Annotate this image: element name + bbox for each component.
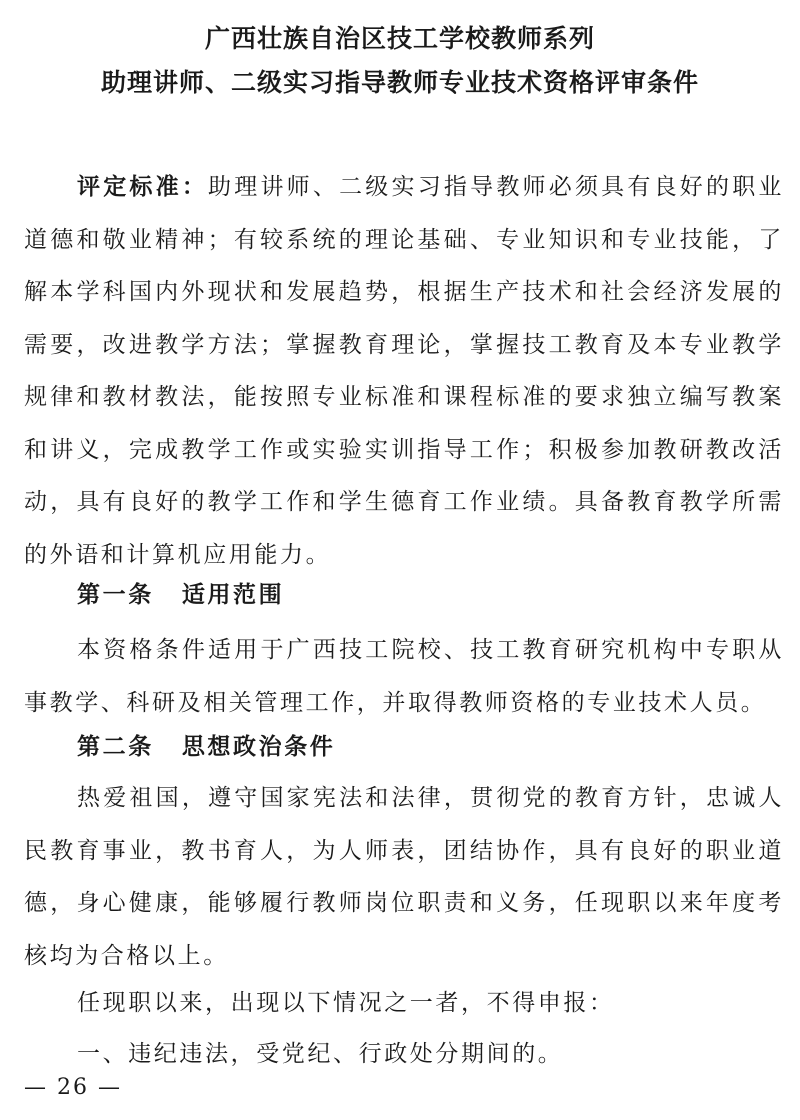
restriction-intro: 任现职以来，出现以下情况之一者，不得申报： [77, 990, 615, 1016]
article1-heading [77, 575, 284, 615]
standard-text: 助理讲师、二级实习指导教师必须具有良好的职业道德和敬业精神；有较系统的理论基础、专业知识和专业技能，了解本学科国内外现状和发展趋势，根据生产技术和社会经济发展的需要，改进教学方法；掌握教育理论，掌握技工教育及本专业教学规律和教材教法，能按照专业标准和课程标准的要求独立编写教案和讲义，完成教学工作或实验实训指导工作；积极参加教研教改活动，具有良好的教学工作和学生德育工作业绩。具备教育教学所需的外语和计算机应用能力。 [24, 174, 785, 568]
article2-heading [77, 727, 335, 767]
article2-paragraph: 热爱祖国，遵守国家宪法和法律，贯彻党的教育方针，忠诚人民教育事业，教书育人，为人师表，团结协作，具有良好的职业道德，身心健康，能够履行教师岗位职责和义务，任现职以来年度考核均为合格以上。 [24, 785, 784, 969]
document-title-line1: 广西壮族自治区技工学校教师系列 [204, 24, 595, 53]
article2-number: 第二条 [77, 734, 154, 760]
document-title-line2: 助理讲师、二级实习指导教师专业技术资格评审条件 [100, 68, 699, 97]
article1-paragraph: 本资格条件适用于广西技工院校、技工教育研究机构中专职从事教学、科研及相关管理工作，并取得教师资格的专业技术人员。 [24, 637, 784, 716]
restriction-item-1: 一、违纪违法，受党纪、行政处分期间的。 [77, 1041, 564, 1067]
standard-paragraph [24, 161, 784, 581]
article2-title: 思想政治条件 [181, 734, 336, 760]
page-number: — 26 — [24, 1075, 122, 1100]
standard-label: 评定标准： [77, 174, 209, 200]
article1-title: 适用范围 [181, 582, 285, 608]
article1-number: 第一条 [77, 582, 154, 608]
